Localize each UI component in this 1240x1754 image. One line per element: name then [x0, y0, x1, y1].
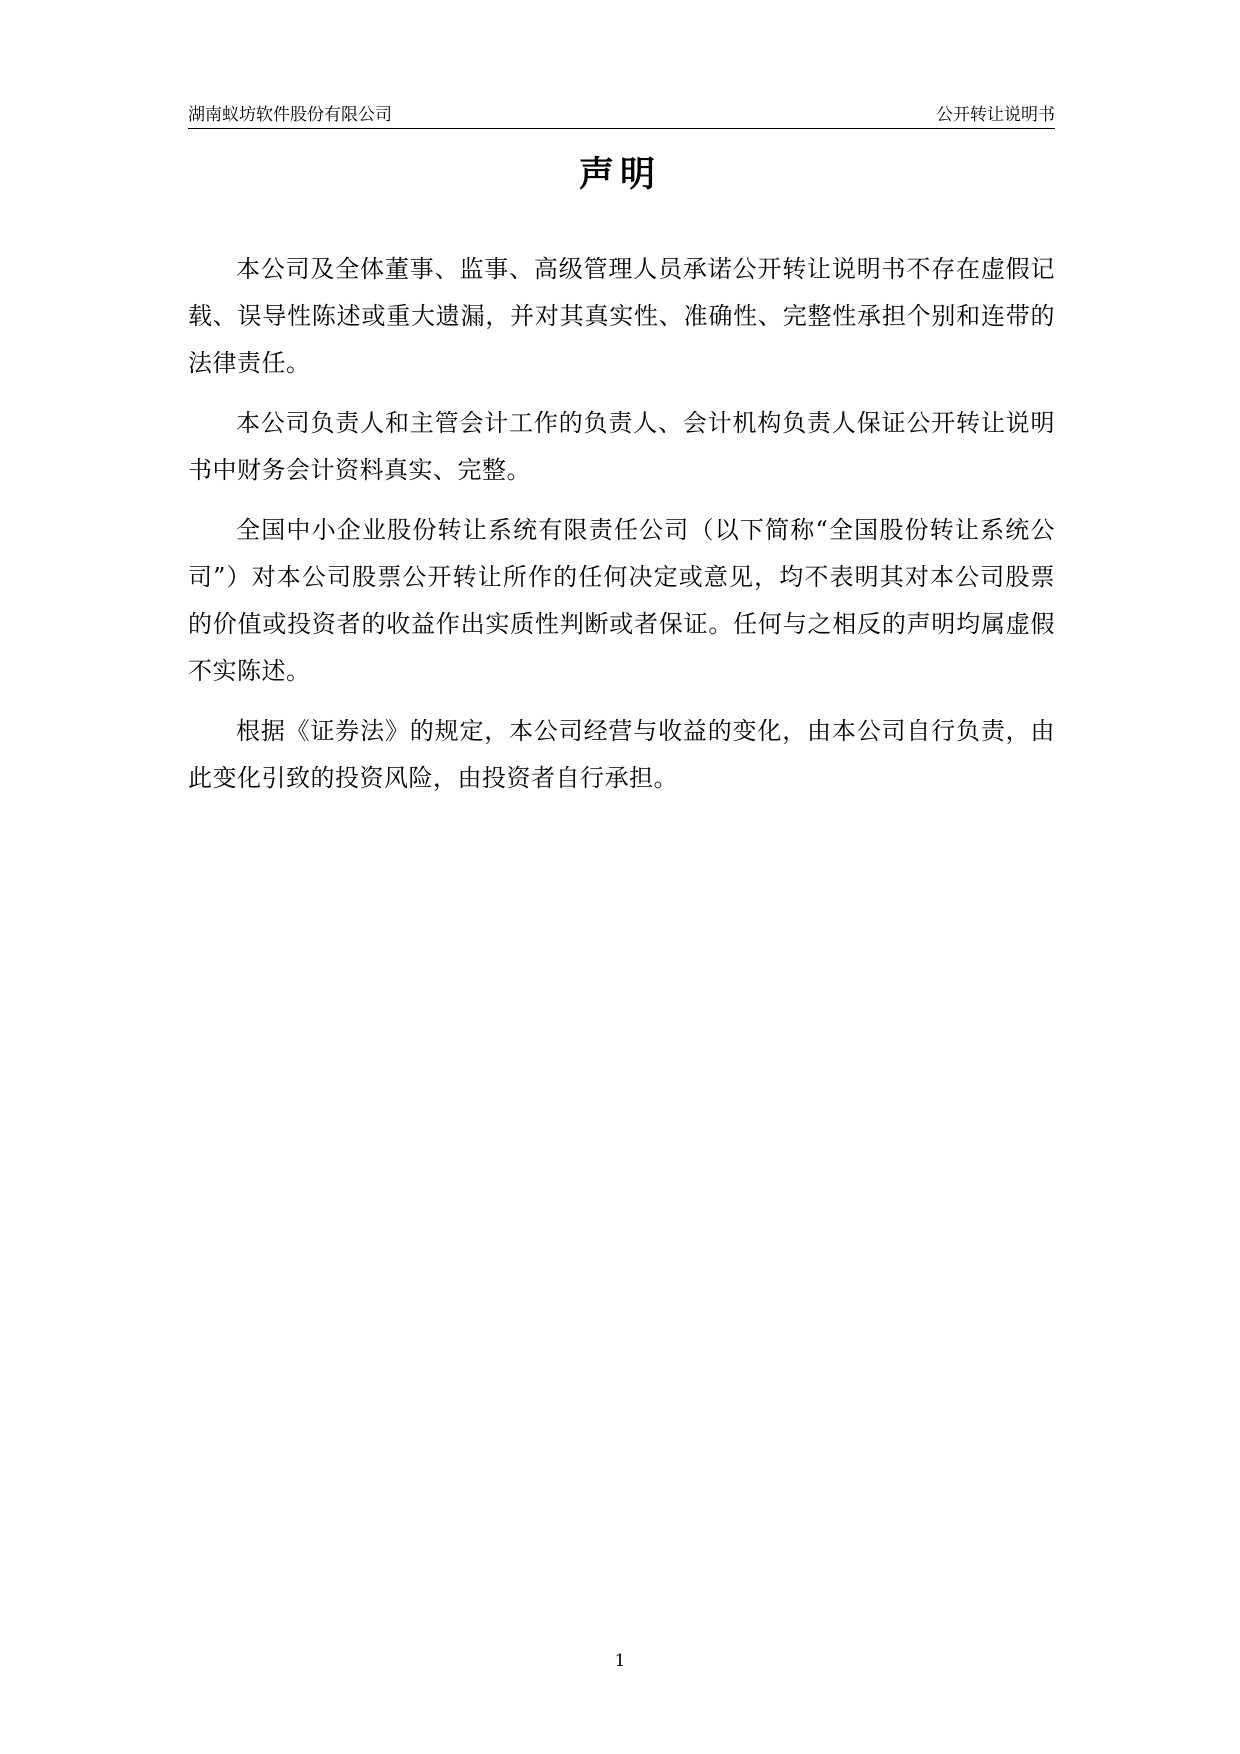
page-number: 1 — [614, 1651, 626, 1671]
declaration-paragraph: 全国中小企业股份转让系统有限责任公司（以下简称“全国股份转让系统公司”）对本公司股票公开转让所作的任何决定或意见，均不表明其对本公司股票的价值或投资者的收益作出实质性判断或者保证。任何与之相反的声明均属虚假不实陈述。 — [188, 516, 1055, 685]
declaration-paragraph: 本公司负责人和主管会计工作的负责人、会计机构负责人保证公开转让说明书中财务会计资料真实、完整。 — [188, 409, 1055, 484]
declaration-paragraph: 本公司及全体董事、监事、高级管理人员承诺公开转让说明书不存在虚假记载、误导性陈述或重大遗漏，并对其真实性、准确性、完整性承担个别和连带的法律责任。 — [188, 255, 1055, 377]
page-title: 声明 — [578, 155, 661, 195]
page-header — [188, 102, 1055, 129]
declaration-paragraph: 根据《证券法》的规定，本公司经营与收益的变化，由本公司自行负责，由此变化引致的投资风险，由投资者自行承担。 — [188, 717, 1055, 792]
declaration-body — [188, 246, 1055, 815]
header-document-name: 公开转让说明书 — [936, 105, 1055, 125]
header-company-name: 湖南蚁坊软件股份有限公司 — [188, 105, 392, 125]
